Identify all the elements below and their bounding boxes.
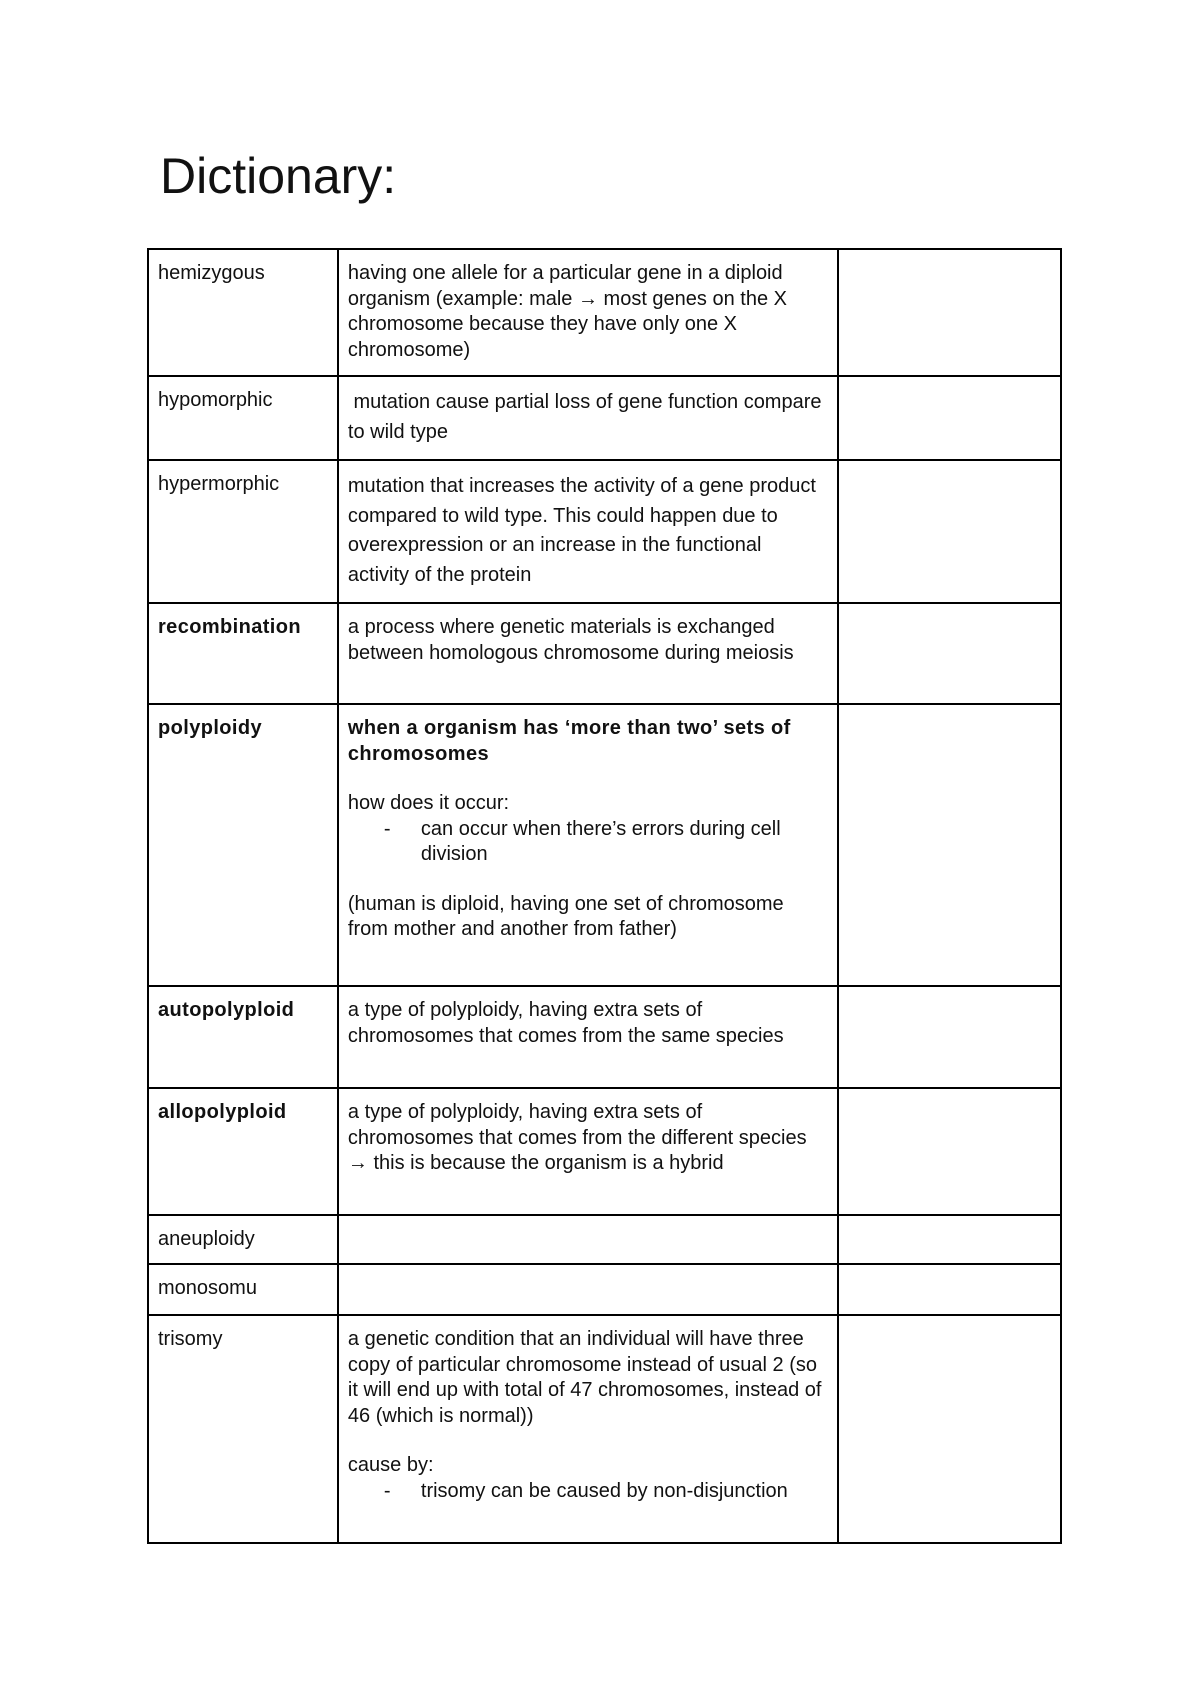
table-row	[148, 603, 1061, 704]
definition-cell	[338, 603, 838, 704]
notes-cell	[838, 1088, 1061, 1215]
page-title: Dictionary:	[160, 148, 397, 204]
term-recombination: recombination	[158, 616, 301, 638]
term-cell	[148, 460, 338, 603]
definition-text: mutation cause partial loss of gene function compare to wild type	[347, 391, 828, 443]
term-hypomorphic: hypomorphic	[158, 389, 273, 411]
definition-cell	[338, 1088, 838, 1215]
definition-text: a process where genetic materials is exchanged between homologous chromosome during meiosis	[347, 616, 794, 664]
definition-text: a type of polyploidy, having extra sets of chromosomes that comes from the different species → this is because the organism is a hybrid	[347, 1101, 807, 1174]
notes-cell	[838, 1264, 1061, 1315]
definition-cell	[338, 1264, 838, 1315]
term-cell	[148, 1088, 338, 1215]
notes-cell	[838, 249, 1061, 376]
definition-note: (human is diploid, having one set of chromosome from mother and another from father)	[347, 892, 784, 940]
table-row	[148, 460, 1061, 603]
term-aneuploidy: aneuploidy	[158, 1228, 255, 1250]
bullet-item	[348, 817, 827, 868]
definition-text: mutation that increases the activity of a gene product compared to wild type. This could happen due to overexpression or an increase in the functional activity of the protein	[347, 475, 816, 586]
definition-subheading: how does it occur:	[347, 792, 510, 814]
notes-cell	[838, 460, 1061, 603]
term-hemizygous: hemizygous	[158, 262, 265, 284]
term-cell	[148, 1215, 338, 1264]
term-hypermorphic: hypermorphic	[158, 473, 280, 495]
term-cell	[148, 704, 338, 986]
notes-cell	[838, 603, 1061, 704]
definition-cell	[338, 460, 838, 603]
term-autopolyploid: autopolyploid	[158, 999, 295, 1021]
term-cell	[148, 376, 338, 460]
term-cell	[148, 249, 338, 376]
table-row	[148, 1315, 1061, 1543]
notes-cell	[838, 1315, 1061, 1543]
term-cell	[148, 1315, 338, 1543]
notes-cell	[838, 1215, 1061, 1264]
bullet-text: can occur when there’s errors during cell division	[420, 817, 781, 865]
term-allopolyploid: allopolyploid	[158, 1101, 287, 1123]
term-cell	[148, 986, 338, 1088]
table-row	[148, 1088, 1061, 1215]
bullet-dash: -	[383, 1479, 391, 1502]
definition-cell	[338, 704, 838, 986]
dictionary-table	[147, 248, 1062, 1544]
table-row	[148, 249, 1061, 376]
notes-cell	[838, 704, 1061, 986]
definition-text: a genetic condition that an individual will have three copy of particular chromosome instead of usual 2 (so it will end up with total of 47 chromosomes, instead of 46 (which is normal))	[347, 1328, 822, 1427]
definition-text: having one allele for a particular gene in a diploid organism (example: male → most genes on the X chromosome because they have only one X chromosome)	[347, 262, 787, 361]
bullet-item	[348, 1479, 827, 1505]
table-row	[148, 1264, 1061, 1315]
definition-cell	[338, 1315, 838, 1543]
definition-subheading: cause by:	[347, 1454, 434, 1476]
definition-cell	[338, 249, 838, 376]
definition-text: a type of polyploidy, having extra sets of chromosomes that comes from the same species	[347, 999, 784, 1047]
notes-cell	[838, 986, 1061, 1088]
term-cell	[148, 603, 338, 704]
notes-cell	[838, 376, 1061, 460]
term-cell	[148, 1264, 338, 1315]
definition-bold-text: when a organism has ‘more than two’ sets of chromosomes	[347, 717, 791, 765]
definition-cell	[338, 1215, 838, 1264]
term-monosomu: monosomu	[158, 1277, 257, 1299]
bullet-dash: -	[383, 817, 391, 840]
table-row	[148, 986, 1061, 1088]
bullet-text: trisomy can be caused by non-disjunction	[420, 1479, 788, 1502]
definition-cell	[338, 986, 838, 1088]
table-row	[148, 1215, 1061, 1264]
definition-cell	[338, 376, 838, 460]
term-polyploidy: polyploidy	[158, 717, 262, 739]
term-trisomy: trisomy	[158, 1328, 223, 1350]
table-row	[148, 376, 1061, 460]
table-row	[148, 704, 1061, 986]
